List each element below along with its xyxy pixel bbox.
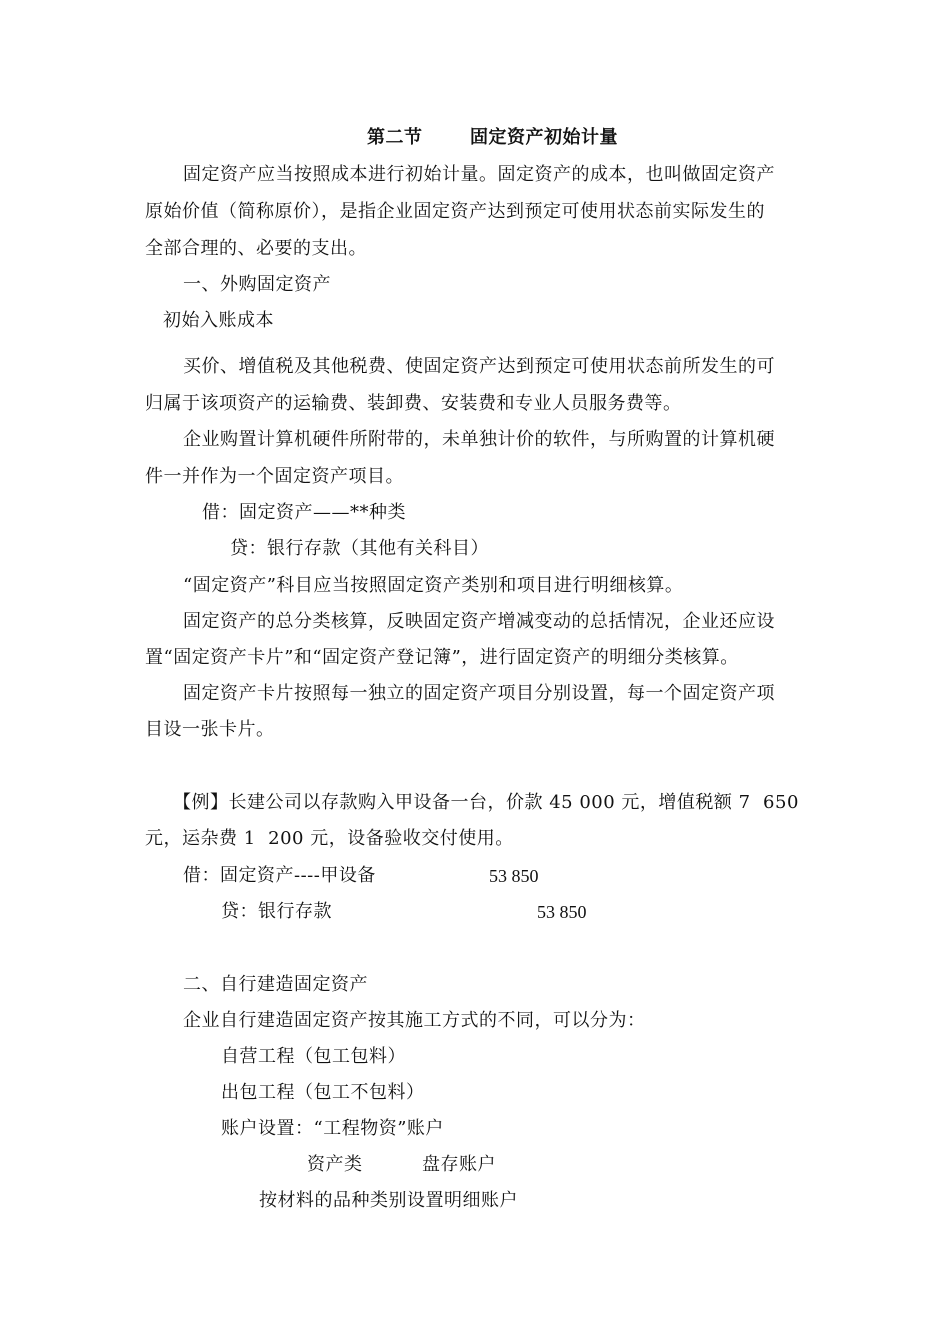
part1-p4-line-1: 固定资产的总分类核算，反映固定资产增减变动的总括情况，企业还应设 — [183, 611, 775, 632]
journal-credit-entry: 贷：银行存款（其他有关科目） — [230, 538, 489, 559]
part2-detail: 按材料的品种类别设置明细账户 — [259, 1190, 518, 1211]
part2-heading: 二、自行建造固定资产 — [183, 974, 368, 995]
part1-subheading: 初始入账成本 — [163, 310, 274, 331]
part1-p4-line-2: 置“固定资产卡片”和“固定资产登记簿”，进行固定资产的明细分类核算。 — [145, 647, 739, 668]
part2-intro: 企业自行建造固定资产按其施工方式的不同，可以分为： — [183, 1010, 646, 1031]
intro-line-1: 固定资产应当按照成本进行初始计量。固定资产的成本，也叫做固定资产 — [183, 164, 775, 185]
part1-p1-line-2: 归属于该项资产的运输费、装卸费、安装费和专业人员服务费等。 — [145, 393, 682, 414]
part2-item-2: 出包工程（包工不包料） — [221, 1082, 425, 1103]
part2-asset-class: 资产类 — [307, 1154, 363, 1175]
part1-heading: 一、外购固定资产 — [183, 274, 331, 295]
example-debit-amount: 53 850 — [489, 866, 539, 886]
part1-p2-line-1: 企业购置计算机硬件所附带的，未单独计价的软件，与所购置的计算机硬 — [183, 429, 775, 450]
example-line-2: 元，运杂费 1 200 元，设备验收交付使用。 — [145, 828, 514, 849]
example-credit-label: 贷：银行存款 — [221, 901, 332, 922]
part1-p2-line-2: 件一并作为一个固定资产项目。 — [145, 466, 404, 487]
part2-account-setup: 账户设置：“工程物资”账户 — [221, 1118, 444, 1139]
part1-p1-line-1: 买价、增值税及其他税费、使固定资产达到预定可使用状态前所发生的可 — [183, 356, 775, 377]
intro-line-3: 全部合理的、必要的支出。 — [145, 238, 367, 259]
example-credit-amount: 53 850 — [537, 902, 587, 922]
part1-p5-line-2: 目设一张卡片。 — [145, 719, 275, 740]
part1-p5-line-1: 固定资产卡片按照每一独立的固定资产项目分别设置，每一个固定资产项 — [183, 683, 775, 704]
example-debit-label: 借：固定资产----甲设备 — [183, 865, 376, 886]
part2-inventory-account: 盘存账户 — [422, 1154, 496, 1175]
part2-item-1: 自营工程（包工包料） — [221, 1046, 406, 1067]
section-title: 固定资产初始计量 — [470, 127, 618, 148]
part1-p3: “固定资产”科目应当按照固定资产类别和项目进行明细核算。 — [183, 575, 684, 596]
example-line-1: 【例】长建公司以存款购入甲设备一台，价款 45 000 元，增值税额 7 650 — [173, 792, 799, 813]
intro-line-2: 原始价值（简称原价），是指企业固定资产达到预定可使用状态前实际发生的 — [145, 201, 765, 222]
journal-debit-entry: 借：固定资产——**种类 — [202, 502, 406, 523]
section-number: 第二节 — [367, 127, 423, 148]
